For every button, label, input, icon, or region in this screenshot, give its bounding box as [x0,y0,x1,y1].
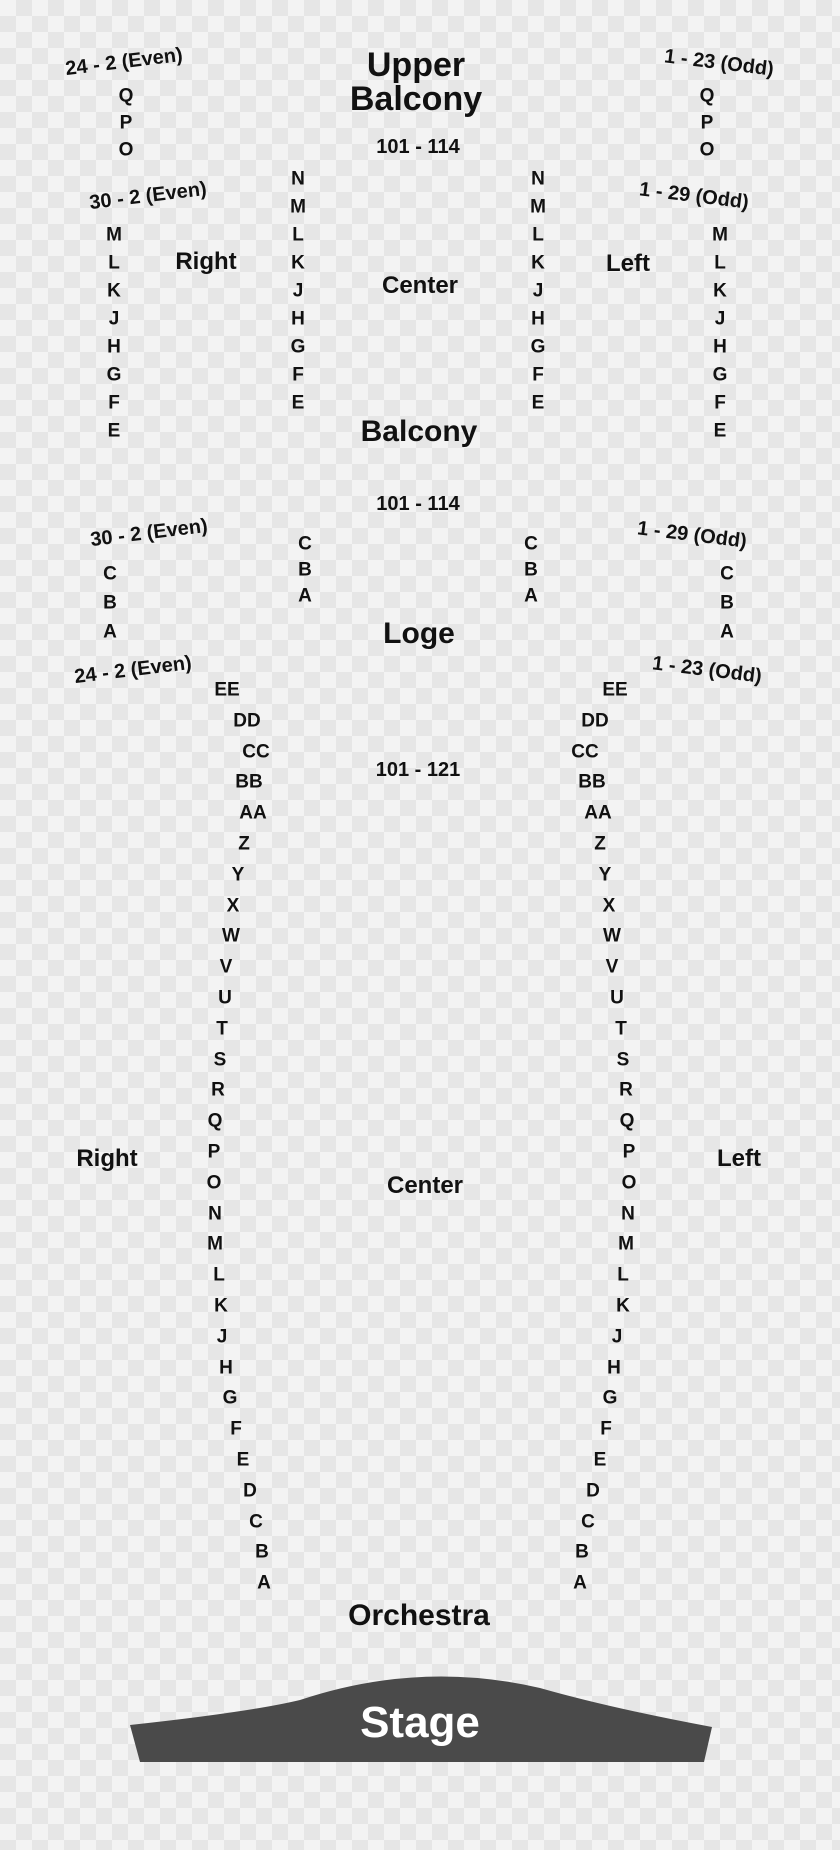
orchestra-right-label: Right [76,1145,138,1172]
orchestra-left-row-label: A [573,1572,587,1594]
upper-balcony-left-row-label: Q [699,85,715,107]
orchestra-left-row-label: H [607,1357,621,1379]
balcony-left-outer-row-label: H [713,336,727,358]
loge-right-outer-row-label: A [103,621,117,643]
orchestra-left-row-label: BB [578,771,606,793]
balcony-right-outer-row-label: H [107,336,121,358]
balcony-left-inner-row-label: K [531,252,545,274]
orchestra-right-row-label: Q [207,1110,223,1132]
balcony-left-outer-row-label: E [713,420,727,442]
loge-right-inner-row-label: B [298,559,312,581]
orchestra-left-row-label: O [621,1172,637,1194]
balcony-left-outer-row-label: L [714,252,726,274]
upper-balcony-range: 101 - 114 [376,136,460,158]
orchestra-right-row-label: G [222,1387,238,1409]
orchestra-right-row-label: K [214,1295,228,1317]
upper-balcony-right-row-label: O [118,139,134,161]
loge-range: 101 - 114 [376,493,460,515]
orchestra-right-row-label: T [216,1018,228,1040]
upper-balcony-left-row-label: O [699,139,715,161]
balcony-left-outer-row-label: F [714,392,726,414]
loge-title: Loge [383,617,455,650]
loge-right-caption: 30 - 2 (Even) [89,514,209,552]
balcony-right-label: Right [175,248,237,275]
orchestra-right-row-label: M [207,1233,223,1255]
orchestra-right-row-label: V [219,956,233,978]
balcony-right-outer-row-label: M [106,224,122,246]
orchestra-left-row-label: E [593,1449,607,1471]
balcony-left-outer-row-label: M [712,224,728,246]
balcony-right-inner-row-label: E [291,392,305,414]
balcony-right-inner-row-label: G [290,336,306,358]
balcony-left-inner-row-label: M [530,196,546,218]
orchestra-right-row-label: Z [238,833,250,855]
orchestra-left-caption: 1 - 23 (Odd) [651,652,763,688]
balcony-right-inner-row-label: M [290,196,306,218]
orchestra-right-row-label: X [226,895,240,917]
orchestra-left-row-label: J [611,1326,623,1348]
orchestra-right-row-label: S [213,1049,227,1071]
orchestra-right-row-label: H [219,1357,233,1379]
balcony-left-inner-row-label: L [532,224,544,246]
orchestra-left-row-label: G [602,1387,618,1409]
orchestra-right-row-label: E [236,1449,250,1471]
orchestra-left-row-label: B [575,1541,589,1563]
balcony-left-inner-row-label: E [531,392,545,414]
orchestra-right-row-label: U [218,987,232,1009]
orchestra-left-row-label: M [618,1233,634,1255]
stage-label: Stage [360,1698,480,1747]
orchestra-left-row-label: R [619,1079,633,1101]
orchestra-right-row-label: R [211,1079,225,1101]
orchestra-left-row-label: Z [594,833,606,855]
balcony-left-outer-row-label: K [713,280,727,302]
balcony-left-label: Left [606,250,650,277]
orchestra-left-row-label: N [621,1203,635,1225]
balcony-right-inner-row-label: N [291,168,305,190]
orchestra-title: Orchestra [348,1599,490,1632]
orchestra-right-row-label: A [257,1572,271,1594]
orchestra-right-row-label: AA [239,802,267,824]
upper-balcony-right-caption: 24 - 2 (Even) [64,43,184,81]
orchestra-left-row-label: F [600,1418,612,1440]
orchestra-right-row-label: B [255,1541,269,1563]
loge-right-outer-row-label: C [103,563,117,585]
balcony-right-caption: 30 - 2 (Even) [88,177,208,215]
orchestra-left-row-label: W [603,925,621,947]
balcony-right-outer-row-label: L [108,252,120,274]
orchestra-left-row-label: X [602,895,616,917]
orchestra-left-row-label: CC [571,741,599,763]
loge-left-outer-row-label: B [720,592,734,614]
orchestra-left-row-label: S [616,1049,630,1071]
balcony-left-outer-row-label: J [714,308,726,330]
balcony-left-inner-row-label: G [530,336,546,358]
orchestra-right-row-label: F [230,1418,242,1440]
balcony-right-inner-row-label: L [292,224,304,246]
orchestra-right-row-label: L [213,1264,225,1286]
orchestra-left-row-label: T [615,1018,627,1040]
orchestra-right-row-label: CC [242,741,270,763]
orchestra-left-row-label: P [622,1141,636,1163]
balcony-right-inner-row-label: H [291,308,305,330]
orchestra-left-row-label: DD [581,710,609,732]
balcony-left-inner-row-label: F [532,364,544,386]
orchestra-left-row-label: EE [602,679,628,701]
balcony-right-outer-row-label: E [107,420,121,442]
balcony-right-outer-row-label: F [108,392,120,414]
orchestra-right-row-label: BB [235,771,263,793]
balcony-right-inner-row-label: K [291,252,305,274]
orchestra-left-row-label: Q [619,1110,635,1132]
orchestra-range: 101 - 121 [375,759,461,781]
balcony-left-inner-row-label: N [531,168,545,190]
orchestra-right-row-label: D [243,1480,257,1502]
orchestra-left-row-label: V [605,956,619,978]
orchestra-right-row-label: DD [233,710,261,732]
orchestra-left-row-label: C [581,1511,595,1533]
orchestra-left-label: Left [717,1145,761,1172]
loge-right-inner-row-label: A [298,585,312,607]
balcony-center-label: Center [381,272,459,299]
balcony-right-inner-row-label: J [292,280,304,302]
loge-right-inner-row-label: C [298,533,312,555]
loge-left-outer-row-label: A [720,621,734,643]
upper-balcony-left-caption: 1 - 23 (Odd) [663,45,775,81]
orchestra-left-row-label: U [610,987,624,1009]
balcony-left-outer-row-label: G [712,364,728,386]
orchestra-right-row-label: Y [231,864,245,886]
upper-balcony-right-row-label: P [119,112,133,134]
orchestra-left-row-label: D [586,1480,600,1502]
orchestra-right-row-label: P [207,1141,221,1163]
orchestra-center-label: Center [386,1172,464,1199]
orchestra-right-row-label: N [208,1203,222,1225]
loge-right-outer-row-label: B [103,592,117,614]
loge-left-inner-row-label: B [524,559,538,581]
loge-left-inner-row-label: C [524,533,538,555]
orchestra-right-row-label: O [206,1172,222,1194]
balcony-right-outer-row-label: G [106,364,122,386]
upper-balcony-title: Upper Balcony [349,46,483,118]
upper-balcony-left-row-label: P [700,112,714,134]
orchestra-left-row-label: K [616,1295,630,1317]
upper-balcony-right-row-label: Q [118,85,134,107]
orchestra-left-row-label: AA [584,802,612,824]
loge-left-caption: 1 - 29 (Odd) [636,517,748,553]
balcony-right-outer-row-label: J [108,308,120,330]
balcony-left-caption: 1 - 29 (Odd) [638,178,750,214]
orchestra-right-row-label: EE [214,679,240,701]
orchestra-right-row-label: W [222,925,240,947]
balcony-left-inner-row-label: H [531,308,545,330]
loge-left-inner-row-label: A [524,585,538,607]
orchestra-left-row-label: L [617,1264,629,1286]
orchestra-right-row-label: C [249,1511,263,1533]
orchestra-right-row-label: J [216,1326,228,1348]
balcony-left-inner-row-label: J [532,280,544,302]
orchestra-right-caption: 24 - 2 (Even) [73,651,193,689]
balcony-title: Balcony [360,415,478,448]
loge-left-outer-row-label: C [720,563,734,585]
orchestra-left-row-label: Y [598,864,612,886]
balcony-right-outer-row-label: K [107,280,121,302]
balcony-right-inner-row-label: F [292,364,304,386]
